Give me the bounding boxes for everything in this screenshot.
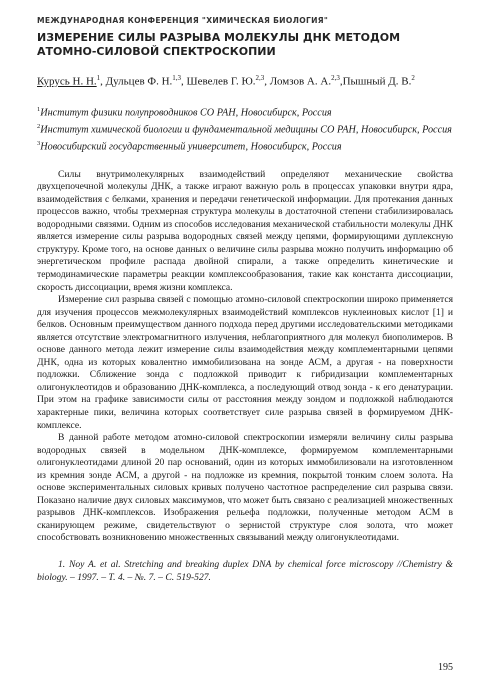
paper-title: ИЗМЕРЕНИЕ СИЛЫ РАЗРЫВА МОЛЕКУЛЫ ДНК МЕТОДОМ АТОМНО-СИЛОВОЙ СПЕКТРОСКОПИИ <box>37 31 401 58</box>
reference-list <box>37 559 453 584</box>
author-affiliation-mark: 2,3 <box>331 74 340 82</box>
author-affiliation-mark: 1,3 <box>172 74 182 82</box>
author-name: Курусь Н. Н. <box>37 75 97 88</box>
body-paragraph: В данной работе методом атомно-силовой спектроскопии измеряли величину силы разрыва водородных связей в модельном ДНК-комплексе, формируемом комплементарными олигонуклеотидами длиной 20 пар оснований, один из которых иммобилизовали на изготовленном из кремния зонде АСМ, а другой - на подложке из кремния, покрытой тонким слоем золота. На основе экспериментальных силовых кривых получено частотное распределение сил разрыва связи. Показано наличие двух силовых максимумов, что может быть связано с реализацией множественных разрывов ДНК-комплексов. Изображения рельефа подложки, полученные методом АСМ в сканирующем режиме, свидетельствуют о зернистой структуре слоя золота, что может способствовать возникновению множественных связываний между олигонуклеотидами. <box>37 432 453 544</box>
author-affiliation-mark: 1 <box>96 74 101 82</box>
affiliation-item <box>37 137 453 154</box>
author-affiliation-mark: 2,3 <box>255 74 265 82</box>
author-affiliation-mark: 2 <box>411 74 415 82</box>
affiliation-text: Новосибирский государственный университет, Новосибирск, Россия <box>40 141 342 153</box>
reference-item: 1. Noy A. et al. Stretching and breaking duplex DNA by chemical force microscopy //Chemistry & biology. – 1997. – Т. 4. – №. 7. – С. 519-527. <box>37 559 453 583</box>
affiliation-item <box>37 103 453 120</box>
running-head: МЕЖДУНАРОДНАЯ КОНФЕРЕНЦИЯ "ХИМИЧЕСКАЯ БИОЛОГИЯ" <box>37 16 329 25</box>
author-name: Ломзов А. А. <box>269 75 332 88</box>
author-list: Курусь Н. Н.$^1$, Дульцев Ф. Н.$^{1,3}$, Шевелев Г. Ю.$^{2,3}$, Ломзов А. А.$^{2,3}$,Пышный Д. В.$^2$ <box>37 74 415 88</box>
affiliation-mark: 2 <box>37 122 41 130</box>
author-name: Шевелев Г. Ю. <box>186 75 256 88</box>
affiliation-item <box>37 120 453 137</box>
abstract-body <box>37 169 453 545</box>
affiliation-mark: 3 <box>37 139 41 147</box>
body-paragraph: Силы внутримолекулярных взаимодействий определяют механические свойства двухцепочечной молекулы ДНК, а также играют важную роль в процессах упаковки внутри ядра, взаимодействия с белками, хранения и передачи генетической информации. Для протекания данных процессов важно, чтобы трехмерная структура молекулы в достаточной степени стабилизировалась водородными связями. Одним из способов исследования механической стабильности молекулы ДНК является измерение силы разрыва водородных связей между цепями, формирующими дуплексную структуру. Кроме того, на основе данных о величине силы разрыва можно получить информацию об энергетическом профиле распада двойной спирали, а также определить кинетические и термодинамические параметры реакции комплексообразования, такие как константа диссоциации, скорость диссоциации, время жизни комплекса. <box>37 168 453 293</box>
affiliation-text: Институт физики полупроводников СО РАН, Новосибирск, Россия <box>40 107 332 119</box>
affiliation-list <box>37 103 453 154</box>
affiliation-text: Институт химической биологии и фундаментальной медицины СО РАН, Новосибирск, Россия <box>40 124 452 136</box>
author-name: Дульцев Ф. Н. <box>105 75 173 88</box>
affiliation-mark: 1 <box>37 105 41 113</box>
body-paragraph: Измерение сил разрыва связей с помощью атомно-силовой спектроскопии широко применяется для изучения процессов межмолекулярных взаимодействий комплексов нуклеиновых кислот [1] и белков. Основным преимуществом данного подхода перед другими исследовательскими методиками является отсутствие электромагнитного излучения, неблагоприятного для молекул биополимеров. В основе данного метода лежит измерение силы взаимодействия между комплементарными цепями ДНК, одна из которых ковалентно иммобилизована на зонде АСМ, а другая - на поверхности подложки. Сближение зонда с подложкой приводит к гибридизации комплементарных олигонуклеотидов и образованию ДНК-комплекса, а последующий отвод зонда - к его денатурации. При этом на графике зависимости силы от расстояния между зондом и подложкой наблюдаются характерные пики, величина которых соответствует силе разрыва связей в формируемом ДНК-комплексе. <box>37 294 453 431</box>
author-name: Пышный Д. В. <box>342 75 412 88</box>
page-number: 195 <box>438 662 453 673</box>
